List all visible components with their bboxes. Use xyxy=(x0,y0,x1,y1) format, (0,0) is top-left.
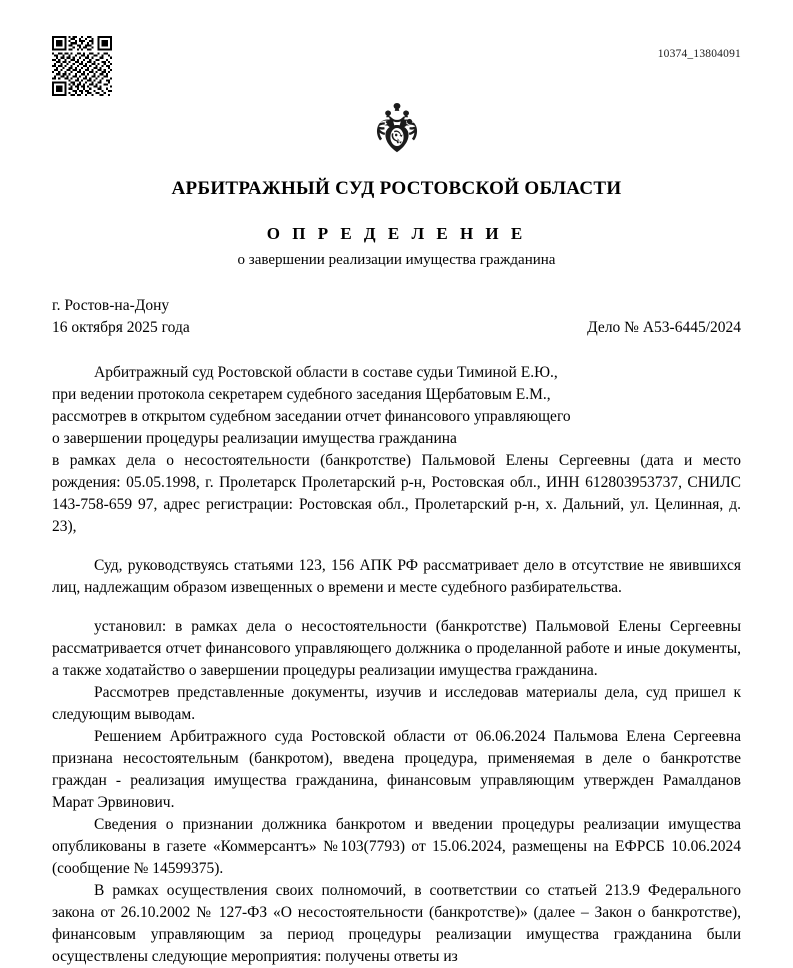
paragraph-decision: Решением Арбитражного суда Ростовской области от 06.06.2024 Пальмова Елена Сергеевна признана несостоятельным (банкротом), введена процедура, применяемая в деле о банкротстве граждан - реализация имущества гражданина, финансовым управляющим утвержден Рамалданов Марат Эрвинович. xyxy=(52,727,741,811)
paragraph-established: установил: в рамках дела о несостоятельности (банкротстве) Пальмовой Елены Сергеевны рассматривается отчет финансового управляющего должника о проделанной работе и иные документы, а также ходатайство о завершении процедуры реализации имущества гражданина. xyxy=(52,617,741,679)
case-number: Дело № А53-6445/2024 xyxy=(587,319,741,337)
paragraph-gap xyxy=(52,538,741,555)
paragraph-hearing: рассмотрев в открытом судебном заседании отчет финансового управляющего xyxy=(52,407,571,425)
document-date: 16 октября 2025 года xyxy=(52,319,190,337)
city-label: г. Ростов-на-Дону xyxy=(52,297,170,314)
paragraph-secretary: при ведении протокола секретарем судебного заседания Щербатовым Е.М., xyxy=(52,385,551,403)
paragraph-authority: В рамках осуществления своих полномочий, в соответствии со статьей 213.9 Федерального закона от 26.10.2002 № 127-ФЗ «О несостоятельности (банкротстве)» (далее – Закон о банкротстве), финансовым управляющим за период процедуры реализации имущества гражданина были осуществлены следующие мероприятия: получены ответы из xyxy=(52,881,741,965)
emblem-container xyxy=(52,100,741,160)
date-case-row xyxy=(52,317,741,339)
paragraph-absent-parties: Суд, руководствуясь статьями 123, 156 АПК РФ рассматривает дело в отсутствие не явившихся лиц, надлежащим образом извещенных о времени и месте судебного разбирательства. xyxy=(52,556,741,596)
paragraph-procedure: о завершении процедуры реализации имущества гражданина xyxy=(52,429,457,447)
paragraph-debtor-details: в рамках дела о несостоятельности (банкротстве) Пальмовой Елены Сергеевны (дата и место рождения: 05.05.1998, г. Пролетарск Пролетарский р-н, Ростовская обл., ИНН 612803953737, СНИЛС 143-758-659 97, адрес регистрации: Ростовская обл., Пролетарский р-н, х. Дальний, ул. Целинная, д. 23), xyxy=(52,451,741,535)
document-meta xyxy=(52,295,741,340)
paragraph-judge: Арбитражный суд Ростовской области в составе судьи Тиминой Е.Ю., xyxy=(94,363,558,381)
qr-code-icon xyxy=(52,36,112,96)
russian-coat-of-arms-icon xyxy=(366,100,428,167)
document-subtitle: о завершении реализации имущества гражданина xyxy=(237,252,556,268)
document-type-title: О П Р Е Д Е Л Е Н И Е xyxy=(266,224,527,243)
document-header xyxy=(52,0,741,96)
page-title: АРБИТРАЖНЫЙ СУД РОСТОВСКОЙ ОБЛАСТИ xyxy=(171,178,622,199)
paragraph-publication: Сведения о признании должника банкротом и введении процедуры реализации имущества опубликованы в газете «Коммерсантъ» №103(7793) от 15.06.2024, размещены на ЕФРСБ 10.06.2024 (сообщение № 14599375). xyxy=(52,815,741,877)
document-code: 10374_13804091 xyxy=(657,48,741,60)
document-body xyxy=(52,362,741,968)
paragraph-gap xyxy=(52,599,741,616)
paragraph-conclusions: Рассмотрев представленные документы, изучив и исследовав материалы дела, суд пришел к следующим выводам. xyxy=(52,683,741,723)
